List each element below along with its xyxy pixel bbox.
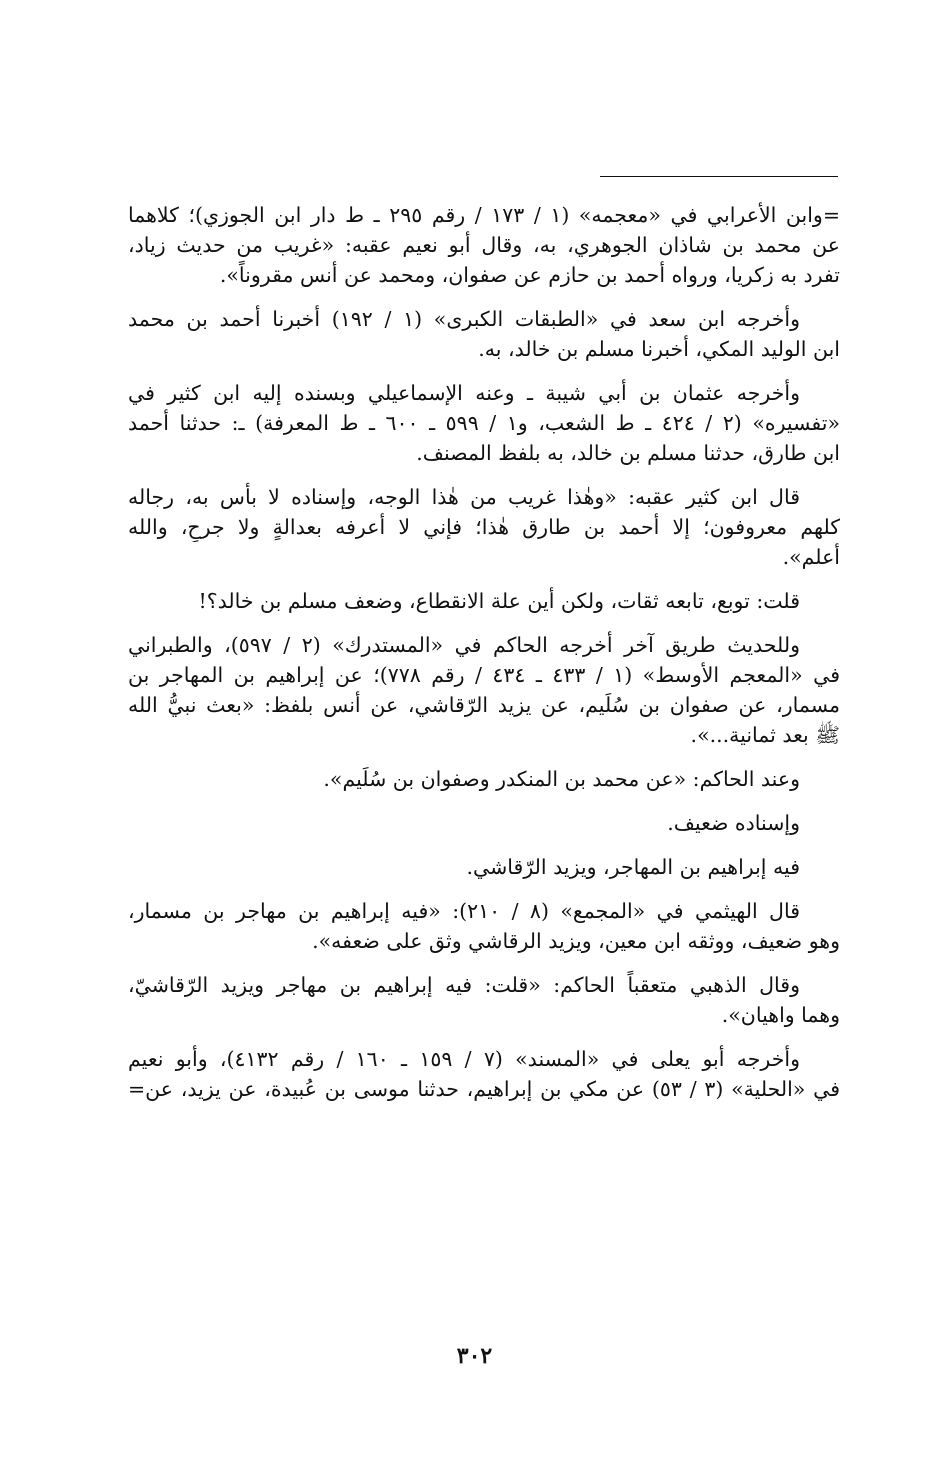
text-line: عن محمد بن شاذان الجوهري، به، وقال أبو نعيم عقبه: «غريب من حديث زياد، xyxy=(128,233,840,257)
text-line: قال ابن كثير عقبه: «وهٰذا غريب من هٰذا الوجه، وإسناده لا بأس به، رجاله xyxy=(128,485,800,509)
text-line: وقال الذهبي متعقباً الحاكم: «قلت: فيه إبراهيم بن مهاجر ويزيد الرّقاشيّ، xyxy=(128,973,800,997)
paragraph xyxy=(128,896,840,956)
paragraph xyxy=(128,586,840,616)
text-line: وعند الحاكم: «عن محمد بن المنكدر وصفوان بن سُلَيم». xyxy=(323,767,800,791)
text-line: وإسناده ضعيف. xyxy=(667,811,800,835)
text-line: وهما واهيان». xyxy=(721,1003,840,1027)
text-line: في «الحلية» (٣ / ٥٣) عن مكي بن إبراهيم، حدثنا موسى بن عُبيدة، عن يزيد، عن= xyxy=(128,1077,840,1101)
paragraph xyxy=(128,378,840,468)
footnote-text xyxy=(128,200,840,1118)
paragraph xyxy=(128,630,840,750)
text-line: أعلم». xyxy=(782,545,840,569)
text-line: قلت: توبع، تابعه ثقات، ولكن أين علة الانقطاع، وضعف مسلم بن خالد؟! xyxy=(198,589,800,613)
text-line: مسمار، عن صفوان بن سُلَيم، عن يزيد الرّقاشي، عن أنس بلفظ: «بعث نبيُّ الله xyxy=(128,693,840,717)
footnote-separator-rule xyxy=(600,176,838,177)
text-line: في «المعجم الأوسط» (١ / ٤٣٣ ـ ٤٣٤ / رقم ٧٧٨)؛ عن إبراهيم بن المهاجر بن xyxy=(128,663,840,687)
page-number: ٣٠٢ xyxy=(456,1343,493,1369)
text-line: وهو ضعيف، ووثقه ابن معين، ويزيد الرقاشي وثق على ضعفه». xyxy=(312,929,840,953)
paragraph xyxy=(128,970,840,1030)
text-line: ﷺ بعد ثمانية...». xyxy=(690,723,840,747)
text-line: وللحديث طريق آخر أخرجه الحاكم في «المستدرك» (٢ / ٥٩٧)، والطبراني xyxy=(128,633,800,657)
paragraph xyxy=(128,1044,840,1104)
text-line: وأخرجه عثمان بن أبي شيبة ـ وعنه الإسماعيلي وبسنده إليه ابن كثير في xyxy=(128,381,800,405)
paragraph xyxy=(128,852,840,882)
text-line: =وابن الأعرابي في «معجمه» (١ / ١٧٣ / رقم ٢٩٥ ـ ط دار ابن الجوزي)؛ كلاهما xyxy=(128,203,840,227)
text-line: ابن طارق، حدثنا مسلم بن خالد، به بلفظ المصنف. xyxy=(416,441,840,465)
paragraph xyxy=(128,764,840,794)
paragraph xyxy=(128,200,840,290)
paragraph xyxy=(128,808,840,838)
text-line: «تفسيره» (٢ / ٤٢٤ ـ ط الشعب، و١ / ٥٩٩ ـ ٦٠٠ ـ ط المعرفة) ـ: حدثنا أحمد xyxy=(128,411,840,435)
text-line: تفرد به زكريا، ورواه أحمد بن حازم عن صفوان، ومحمد عن أنس مقروناً». xyxy=(219,263,840,287)
text-line: كلهم معروفون؛ إلا أحمد بن طارق هٰذا؛ فإني لا أعرفه بعدالةٍ ولا جرحٍ، والله xyxy=(128,515,840,539)
text-line: وأخرجه ابن سعد في «الطبقات الكبرى» (١ / ١٩٢) أخبرنا أحمد بن محمد xyxy=(128,307,801,331)
paragraph xyxy=(128,304,840,364)
text-line: قال الهيثمي في «المجمع» (٨ / ٢١٠): «فيه إبراهيم بن مهاجر بن مسمار، xyxy=(128,899,800,923)
text-line: فيه إبراهيم بن المهاجر، ويزيد الرّقاشي. xyxy=(466,855,800,879)
paragraph xyxy=(128,482,840,572)
text-line: وأخرجه أبو يعلى في «المسند» (٧ / ١٥٩ ـ ١٦٠ / رقم ٤١٣٢)، وأبو نعيم xyxy=(128,1047,800,1071)
text-line: ابن الوليد المكي، أخبرنا مسلم بن خالد، به. xyxy=(478,337,840,361)
